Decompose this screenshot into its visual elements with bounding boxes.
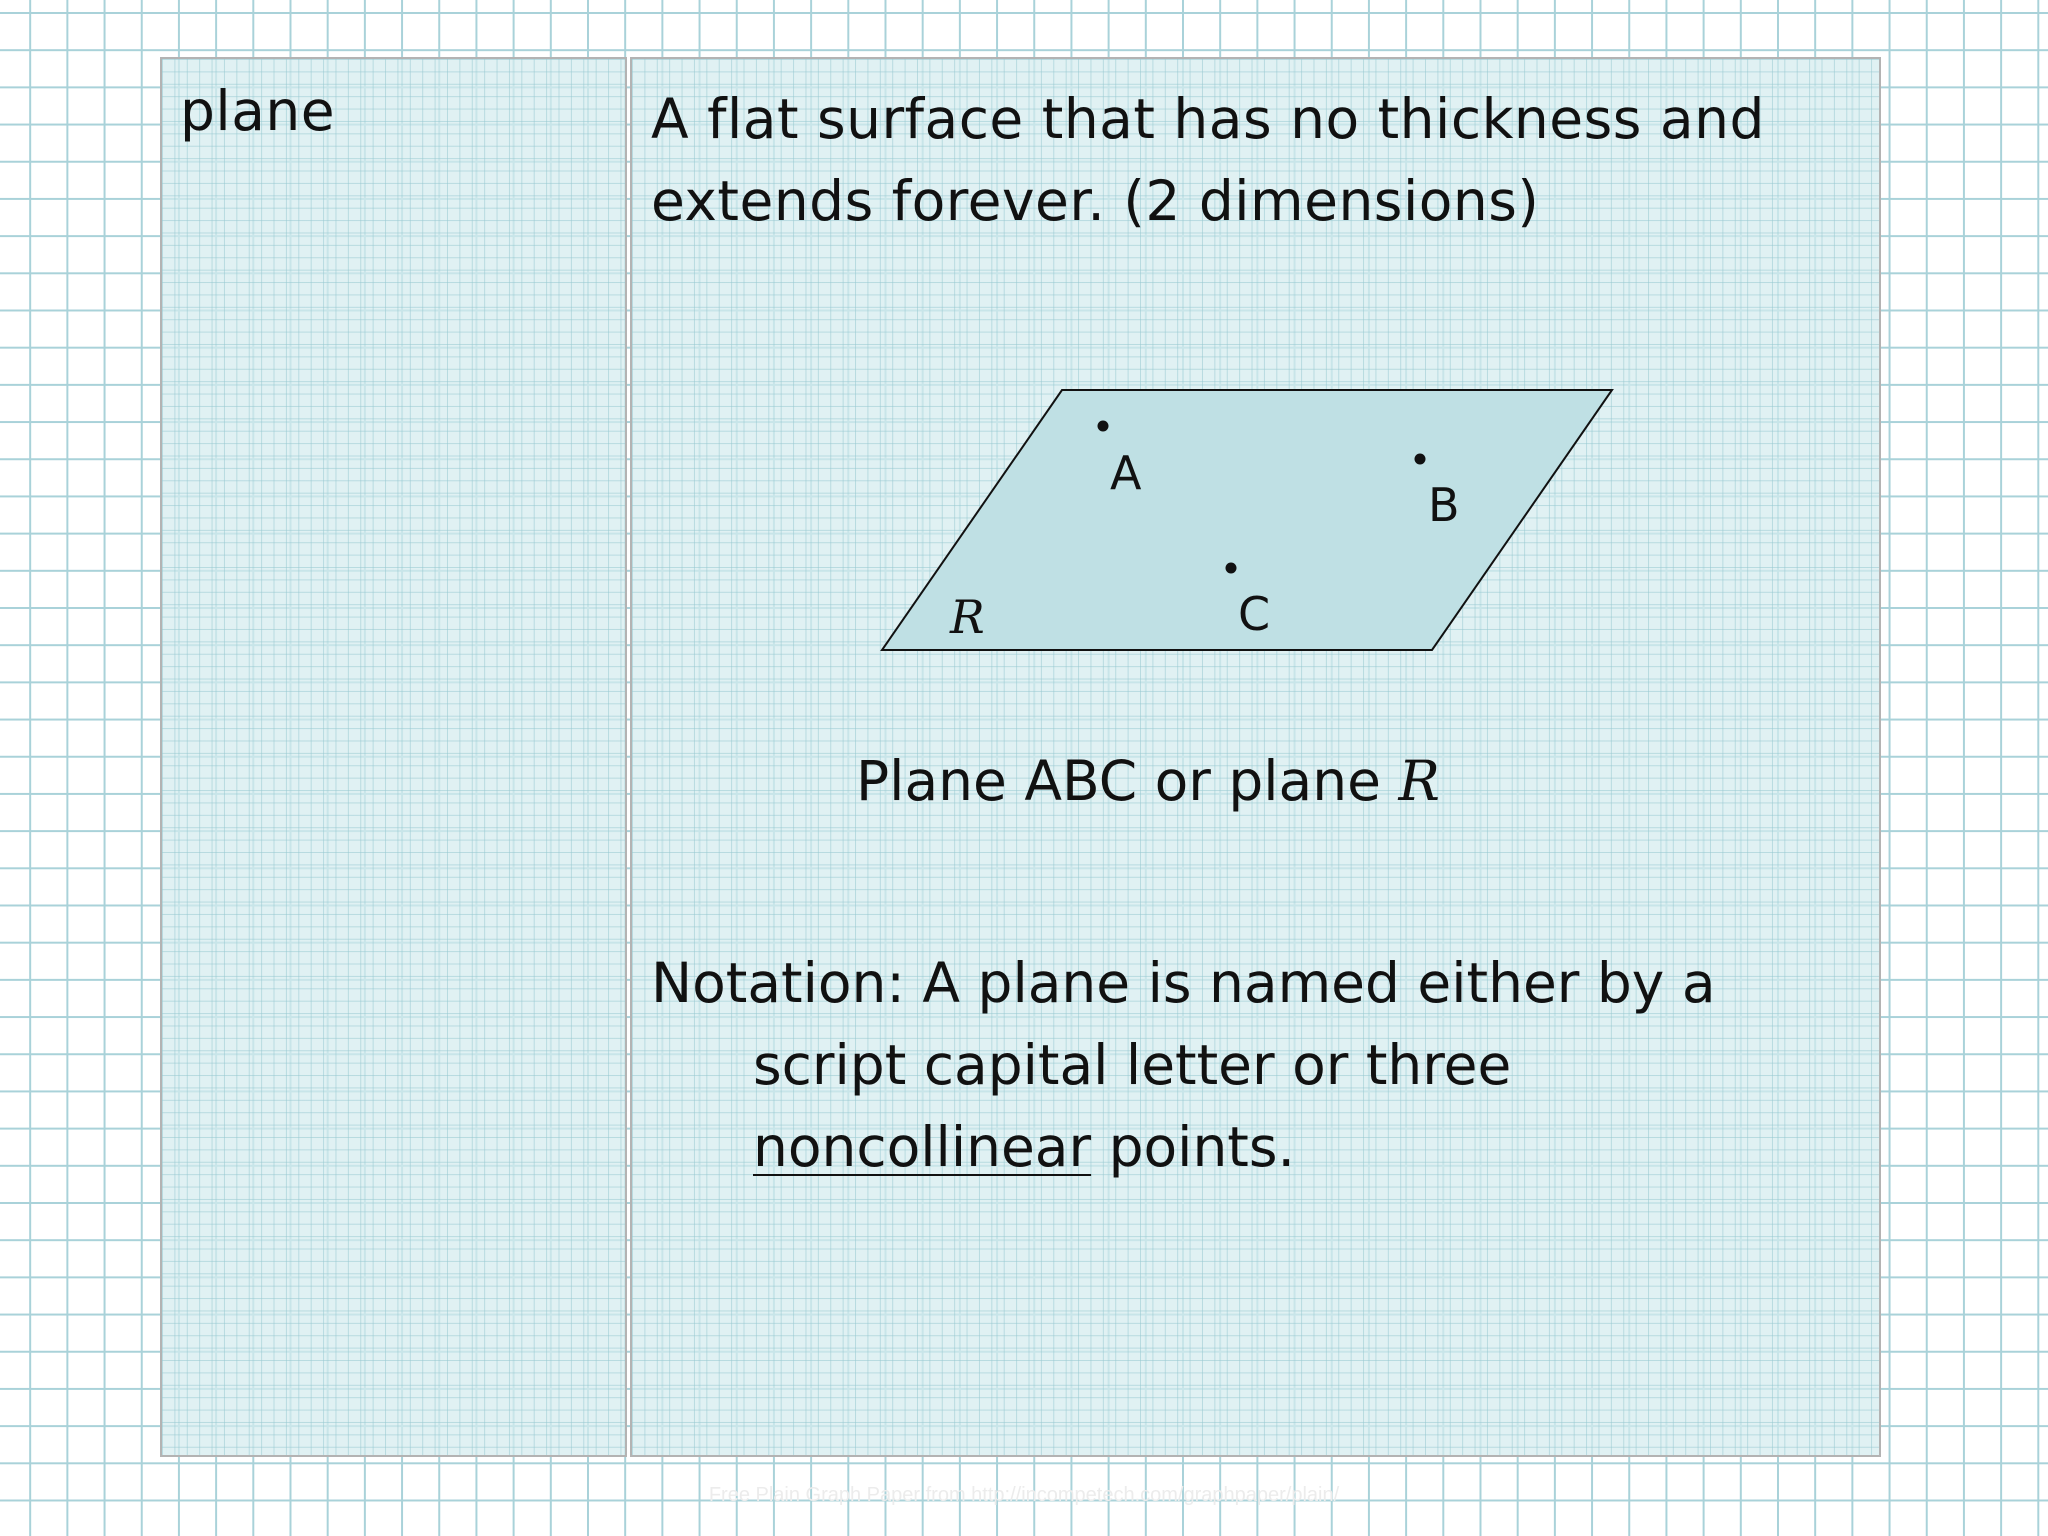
notation-line-3-rest: points. (1091, 1115, 1296, 1179)
plane-diagram-svg (870, 380, 1630, 660)
term-text: plane (180, 79, 336, 143)
point-a-dot (1098, 421, 1109, 432)
definition-text (651, 78, 1851, 242)
term-column (160, 57, 627, 1457)
plane-diagram (870, 380, 1630, 660)
point-b-dot (1415, 454, 1426, 465)
caption-script-letter: R (1398, 749, 1440, 813)
point-b-label: B (1428, 478, 1460, 532)
point-c-label: C (1238, 587, 1271, 641)
noncollinear-term: noncollinear (753, 1115, 1092, 1179)
notation-text (651, 942, 1831, 1188)
definition-line-1: A flat surface that has no thickness and (651, 87, 1765, 151)
plane-r-label: R (950, 590, 985, 644)
caption-text: Plane ABC or plane (856, 749, 1399, 813)
notation-line-2: script capital letter or three (753, 1033, 1512, 1097)
point-c-dot (1226, 563, 1237, 574)
definition-line-2: extends forever. (2 dimensions) (651, 169, 1540, 233)
graph-paper-credit: Free Plain Graph Paper from http://incompetech.com/graphpaper/plain/ (708, 1484, 1340, 1506)
plane-caption (856, 748, 1440, 814)
point-a-label: A (1110, 446, 1142, 500)
notation-line-3 (651, 1106, 1831, 1188)
notation-line-1: Notation: A plane is named either by a (651, 951, 1716, 1015)
